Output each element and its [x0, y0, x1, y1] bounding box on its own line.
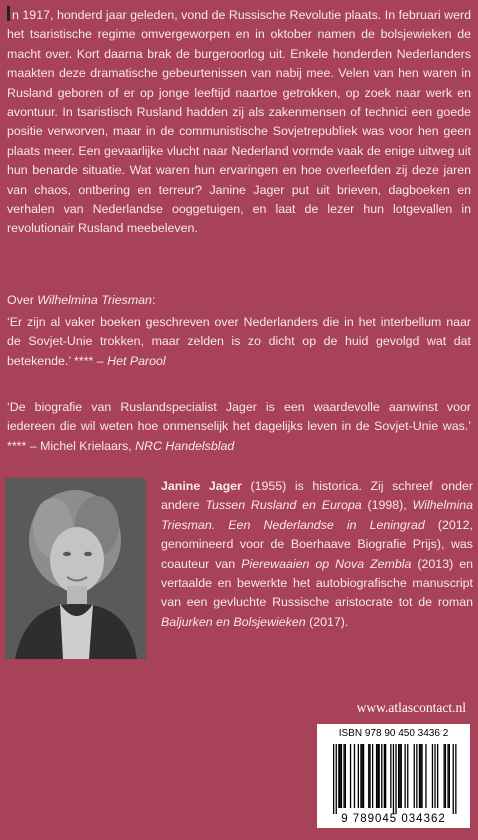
barcode-bar — [390, 744, 391, 808]
barcode-bar — [372, 744, 373, 808]
barcode-bar — [350, 744, 351, 808]
barcode-guard-bar — [333, 744, 334, 814]
barcode-bar — [421, 744, 422, 808]
barcode-bar — [354, 744, 355, 808]
barcode-bar — [432, 744, 433, 808]
isbn-label: ISBN 978 90 450 3436 2 — [338, 728, 449, 739]
barcode-guard-bar — [336, 744, 337, 814]
barcode-guard-bar — [453, 744, 454, 814]
review-quote-parool: ‘Er zijn al vaker boeken geschreven over Nederlanders die in het interbellum naar de Sovjet-Unie trokken, maar zelden is zo dicht op de huid gevolgd wat dat betekende.’ **** – Het Parool — [7, 315, 471, 368]
barcode-bar — [445, 744, 446, 808]
barcode-bar — [407, 744, 408, 808]
about-previous-book-label: Over Wilhelmina Triesman: — [7, 293, 156, 307]
previous-book-title: Wilhelmina Triesman — [37, 293, 152, 307]
quote-source: Het Parool — [107, 353, 166, 368]
barcode-bar — [420, 744, 421, 808]
barcode-bar — [398, 744, 399, 808]
barcode-guard-bar — [395, 744, 396, 814]
barcode-bar — [369, 744, 370, 808]
barcode-bar — [447, 744, 448, 808]
barcode-bar — [405, 744, 406, 808]
publisher-website[interactable]: www.atlascontact.nl — [356, 700, 466, 715]
quote-source: NRC Handelsblad — [135, 438, 235, 453]
isbn-digits: 9 789045 034362 — [341, 813, 446, 825]
barcode-bar — [416, 744, 417, 808]
barcode-bar — [376, 744, 377, 808]
barcode-bar — [360, 744, 361, 808]
barcode-bar — [343, 744, 344, 808]
barcode-bar — [384, 744, 385, 808]
barcode-bar — [401, 744, 402, 808]
barcode-bar — [377, 744, 378, 808]
barcode-bar — [381, 744, 382, 808]
barcode-bar — [362, 744, 363, 808]
author-bio: Janine Jager (1955) is historica. Zij schreef onder andere Tussen Rusland en Europa (1998), Wilhelmina Triesman. Een Nederlandse in Leningrad (2012, genomineerd voor de Boerhaave Biografie Prijs), was coauteur van Pierewaaien op Nova Zembla (2013) en vertaalde en bewerkte het autobiografische manuscript van een gevluchte Russische aristocrate tot de roman Baljurken en Bolsjewieken (2017). — [161, 479, 474, 629]
barcode-bar — [368, 744, 369, 808]
author-portrait-drawing — [5, 478, 146, 659]
barcode-bar — [419, 744, 420, 808]
barcode-bar — [358, 744, 359, 808]
barcode-bar — [425, 744, 426, 808]
review-quote-nrc: ‘De biografie van Ruslandspecialist Jager is een waardevolle aanwinst voor iedereen die wil weten hoe onmenselijk het dagelijks leven in de Sovjet-Unie was.’ **** – Michel Krielaars, NRC Handelsblad — [7, 400, 471, 453]
barcode-bar — [363, 744, 364, 808]
barcode-bar — [379, 744, 380, 808]
barcode-bar — [444, 744, 445, 808]
barcode-guard-bar — [455, 744, 456, 814]
barcode-bar — [338, 744, 339, 808]
text-cursor — [7, 6, 10, 21]
barcode-bar — [399, 744, 400, 808]
barcode-bar — [341, 744, 342, 808]
back-cover-blurb — [7, 6, 471, 239]
barcode-guard-bar — [393, 744, 394, 814]
author-name: Janine Jager — [161, 479, 242, 493]
barcode-bar — [340, 744, 341, 808]
barcode-bar — [414, 744, 415, 808]
blurb-text: n 1917, honderd jaar geleden, vond de Russische Revolutie plaats. In februari werd het tsaristische regime omvergeworpen en in oktober namen de bolsjewieken de macht over. Kort daarna brak de burgeroorlog uit. Enkele honderden Nederlanders maakten deze dramatische gebeurtenissen van nabij mee. Velen van hen waren in Rusland geboren of er op jonge leeftijd naartoe getrokken, op zoek naar werk en avontuur. In tsaristisch Rusland hadden zij als zakenmensen of technici een goede positie verworven, maar in de communistische Sovjetrepubliek was voor hen geen plaats meer. Een gevaarlijke vlucht naar Nederland vormde vaak de enige uitweg uit hun benarde situatie. Wat waren hun ervaringen en hoe overleefden zij deze jaren van chaos, ontbering en terreur? Janine Jager put uit brieven, dagboeken en verhalen van Nederlandse ooggetuigen, en laat de lezer hun lotgevallen in revolutionair Rusland meebeleven. — [7, 8, 471, 236]
isbn-barcode — [317, 724, 470, 828]
barcode-bar — [434, 744, 435, 808]
author-photo — [5, 478, 146, 659]
barcode-bar — [437, 744, 438, 808]
barcode-bar — [449, 744, 450, 808]
barcode-bar — [385, 744, 386, 808]
barcode-bar — [345, 744, 346, 808]
